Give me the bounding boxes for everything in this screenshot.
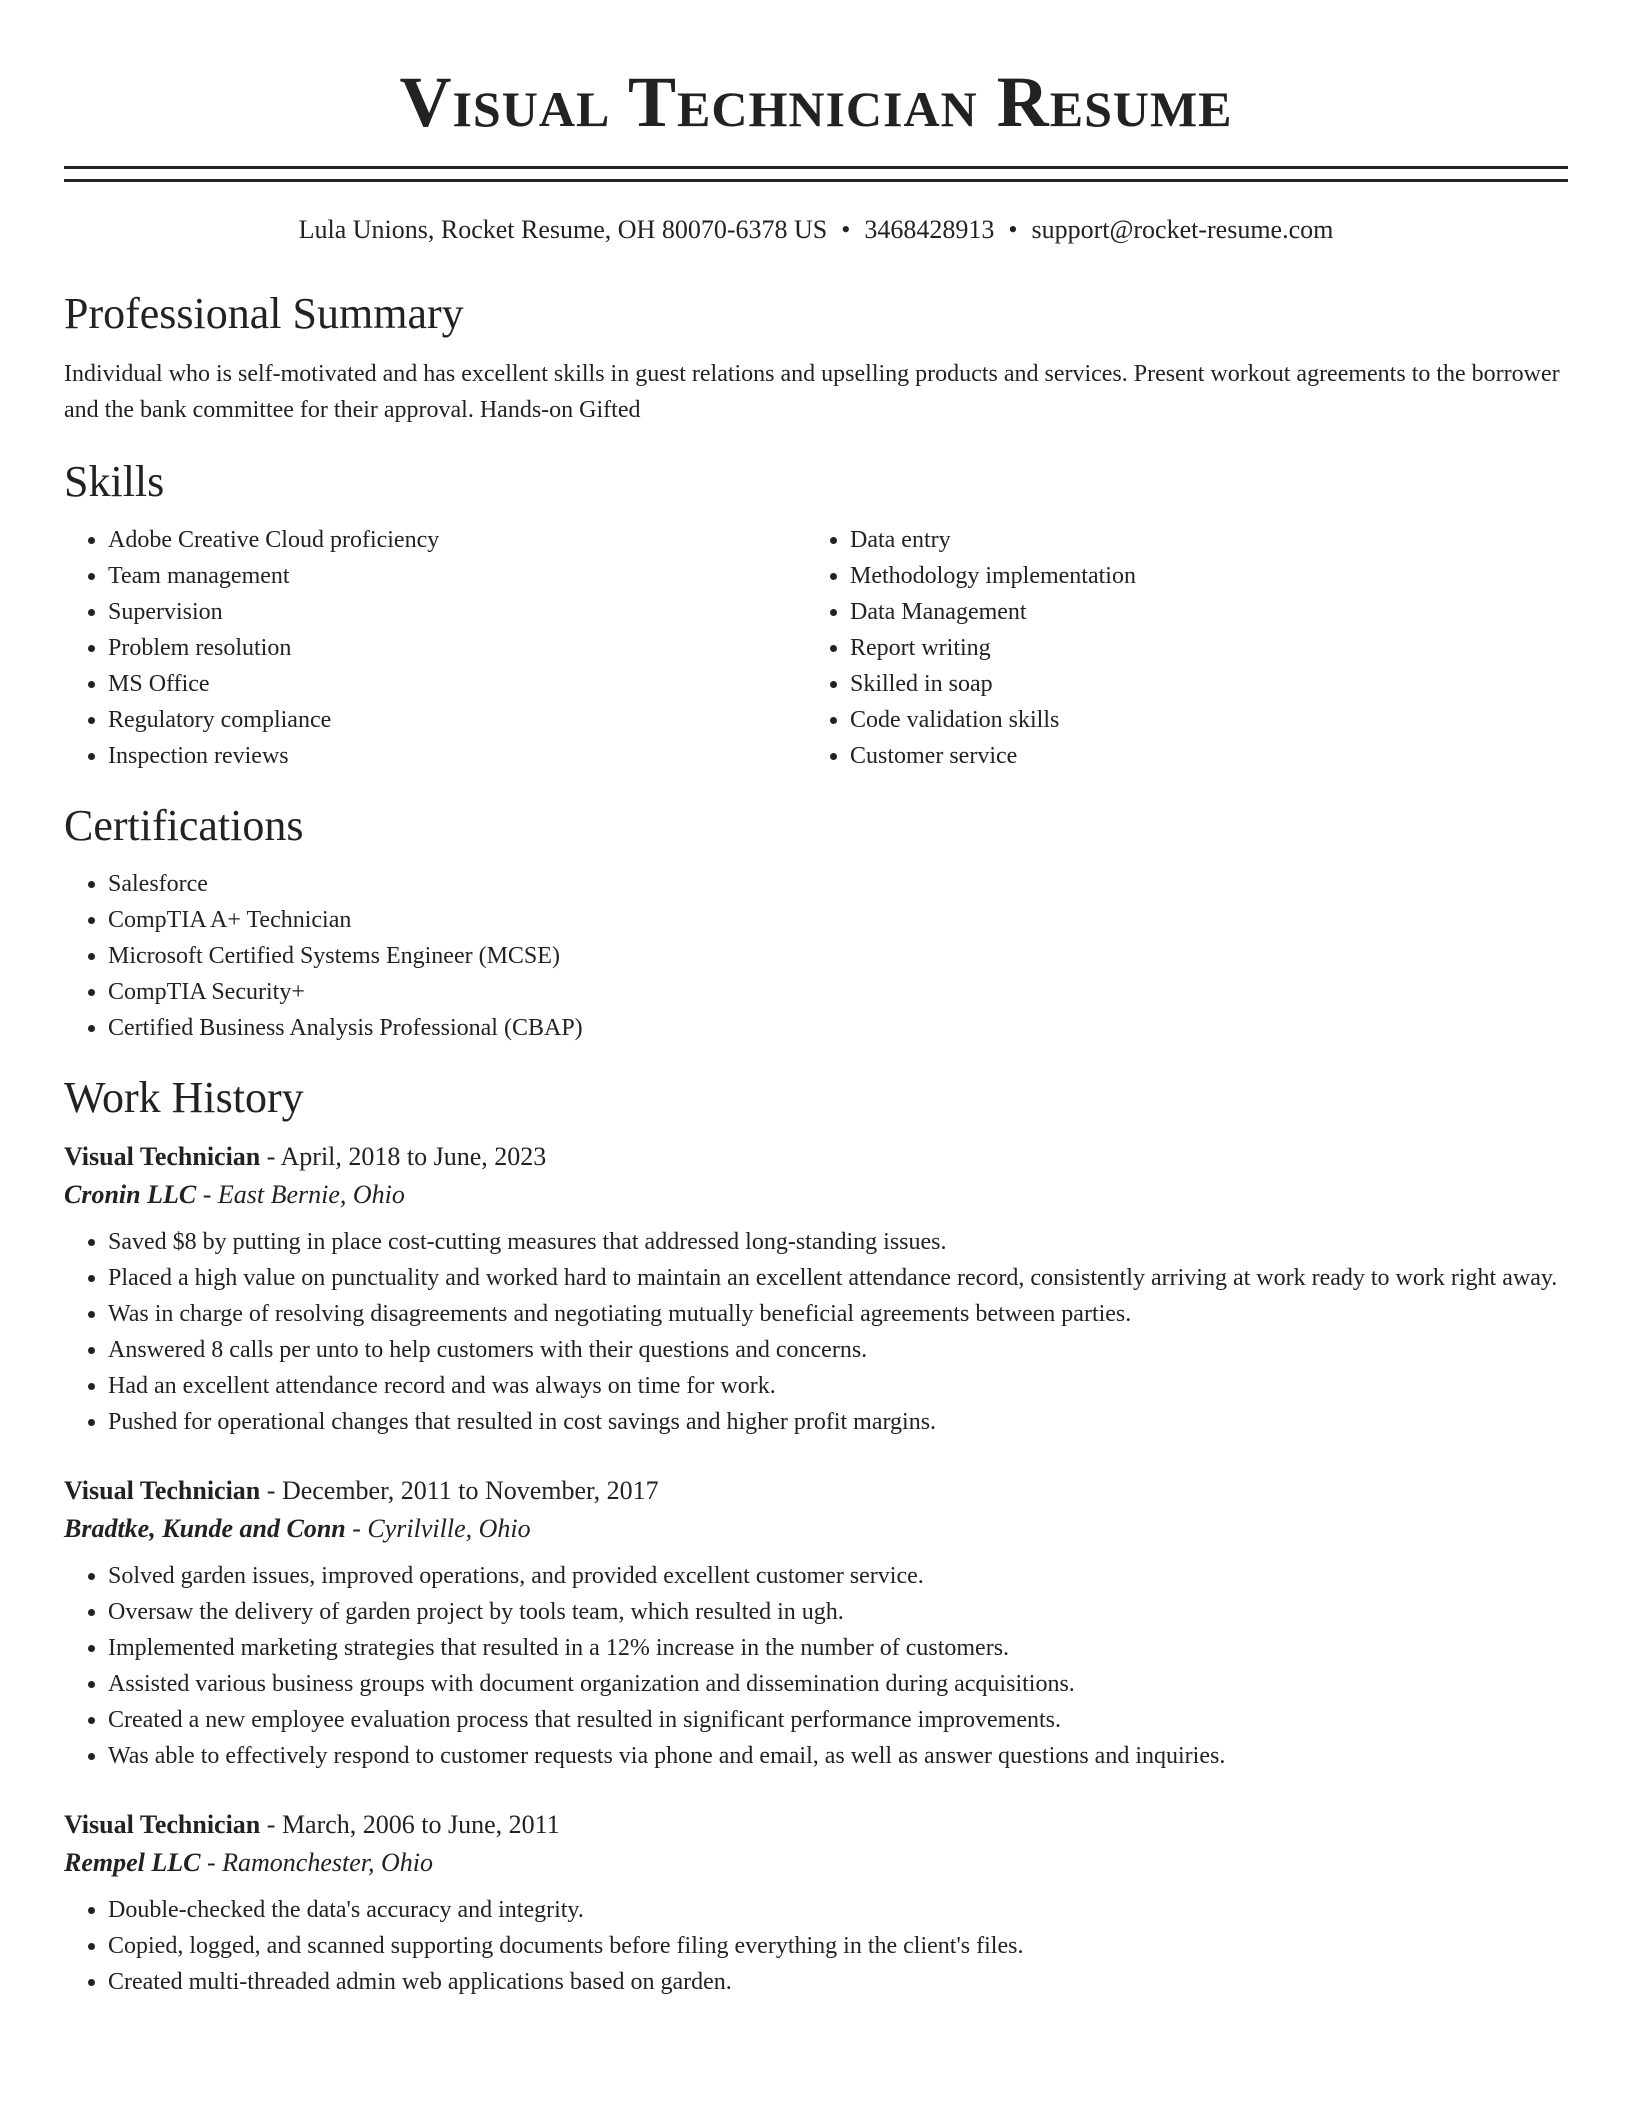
skills-list-right xyxy=(806,522,1548,774)
job-bullet: • Implemented marketing strategies that resulted in a 12% increase in the number of customers. xyxy=(108,1630,1568,1666)
certification-item: • Salesforce xyxy=(108,866,1568,902)
skills-column-right xyxy=(806,522,1548,774)
skills-list-left xyxy=(64,522,806,774)
job-title: Visual Technician xyxy=(64,1810,261,1839)
job-dates: - April, 2018 to June, 2023 xyxy=(260,1142,547,1171)
job-title-line xyxy=(64,1806,1568,1844)
job-company: Rempel LLC xyxy=(64,1848,201,1877)
job-location: - East Bernie, Ohio xyxy=(196,1180,405,1209)
job-bullet: • Saved $8 by putting in place cost-cutting measures that addressed long-standing issues. xyxy=(108,1224,1568,1260)
job-location: - Ramonchester, Ohio xyxy=(200,1848,433,1877)
summary-text: Individual who is self-motivated and has excellent skills in guest relations and upselling products and services. Present workout agreements to the borrower and the bank committee for their approval. Hands-on Gifted xyxy=(64,361,1560,423)
summary-heading: Professional Summary xyxy=(64,289,464,338)
job-dates: - March, 2006 to June, 2011 xyxy=(260,1810,560,1839)
job-title: Visual Technician xyxy=(64,1142,261,1171)
skills-column-left xyxy=(64,522,806,774)
skills-heading: Skills xyxy=(64,457,165,506)
certification-item: • Microsoft Certified Systems Engineer (MCSE) xyxy=(108,938,1568,974)
contact-email[interactable]: support@rocket-resume.com xyxy=(1031,215,1334,244)
contact-phone: 3468428913 xyxy=(864,215,995,244)
skill-item: • Team management xyxy=(108,558,806,594)
job-company: Cronin LLC xyxy=(64,1180,197,1209)
job-bullet: • Was able to effectively respond to customer requests via phone and email, as well as answer questions and inquiries. xyxy=(108,1738,1568,1774)
job-bullet: • Pushed for operational changes that resulted in cost savings and higher profit margins. xyxy=(108,1404,1568,1440)
title-double-rule xyxy=(64,166,1568,182)
job-bullet: • Oversaw the delivery of garden project by tools team, which resulted in ugh. xyxy=(108,1594,1568,1630)
job-bullet: • Created multi-threaded admin web applications based on garden. xyxy=(108,1964,1568,2000)
job-bullet: • Copied, logged, and scanned supporting documents before filing everything in the client's files. xyxy=(108,1928,1568,1964)
job-bullet-list xyxy=(64,1224,1568,1440)
job-bullet: • Solved garden issues, improved operations, and provided excellent customer service. xyxy=(108,1558,1568,1594)
contact-separator: • xyxy=(841,215,851,244)
contact-separator: • xyxy=(1008,215,1018,244)
job-location: - Cyrilville, Ohio xyxy=(345,1514,531,1543)
certifications-heading: Certifications xyxy=(64,801,304,850)
job-bullet: • Assisted various business groups with document organization and dissemination during acquisitions. xyxy=(108,1666,1568,1702)
job-entry xyxy=(64,1472,1568,1774)
skill-item: • Report writing xyxy=(850,630,1548,666)
job-bullet: • Had an excellent attendance record and was always on time for work. xyxy=(108,1368,1568,1404)
resume-page xyxy=(64,0,1568,2000)
certification-item: • CompTIA A+ Technician xyxy=(108,902,1568,938)
job-company: Bradtke, Kunde and Conn xyxy=(64,1514,346,1543)
skill-item: • Regulatory compliance xyxy=(108,702,806,738)
job-title-line xyxy=(64,1138,1568,1176)
contact-address: Lula Unions, Rocket Resume, OH 80070-6378 US xyxy=(298,215,828,244)
contact-line xyxy=(64,212,1568,248)
skill-item: • Supervision xyxy=(108,594,806,630)
job-bullet: • Answered 8 calls per unto to help customers with their questions and concerns. xyxy=(108,1332,1568,1368)
job-company-line xyxy=(64,1510,1568,1548)
skill-item: • Adobe Creative Cloud proficiency xyxy=(108,522,806,558)
certifications-list xyxy=(64,866,1568,1046)
job-bullet-list xyxy=(64,1892,1568,2000)
job-bullet: • Created a new employee evaluation process that resulted in significant performance improvements. xyxy=(108,1702,1568,1738)
job-company-line xyxy=(64,1176,1568,1214)
skills-columns xyxy=(64,522,1568,774)
work-history-list xyxy=(64,1138,1568,2000)
work-history-heading: Work History xyxy=(64,1073,304,1122)
skill-item: • Data entry xyxy=(850,522,1548,558)
certification-item: • Certified Business Analysis Professional (CBAP) xyxy=(108,1010,1568,1046)
job-bullet: • Double-checked the data's accuracy and integrity. xyxy=(108,1892,1568,1928)
job-bullet: • Was in charge of resolving disagreements and negotiating mutually beneficial agreements between parties. xyxy=(108,1296,1568,1332)
job-entry xyxy=(64,1806,1568,2000)
job-company-line xyxy=(64,1844,1568,1882)
skill-item: • Customer service xyxy=(850,738,1548,774)
job-title-line xyxy=(64,1472,1568,1510)
certification-item: • CompTIA Security+ xyxy=(108,974,1568,1010)
skill-item: • Methodology implementation xyxy=(850,558,1548,594)
job-bullet: • Placed a high value on punctuality and worked hard to maintain an excellent attendance record, consistently arriving at work ready to work right away. xyxy=(108,1260,1568,1296)
skill-item: • Problem resolution xyxy=(108,630,806,666)
skill-item: • MS Office xyxy=(108,666,806,702)
skill-item: • Data Management xyxy=(850,594,1548,630)
skill-item: • Code validation skills xyxy=(850,702,1548,738)
page-title: Visual Technician Resume xyxy=(399,62,1233,142)
job-entry xyxy=(64,1138,1568,1440)
skill-item: • Inspection reviews xyxy=(108,738,806,774)
job-bullet-list xyxy=(64,1558,1568,1774)
job-dates: - December, 2011 to November, 2017 xyxy=(260,1476,659,1505)
job-title: Visual Technician xyxy=(64,1476,261,1505)
skill-item: • Skilled in soap xyxy=(850,666,1548,702)
